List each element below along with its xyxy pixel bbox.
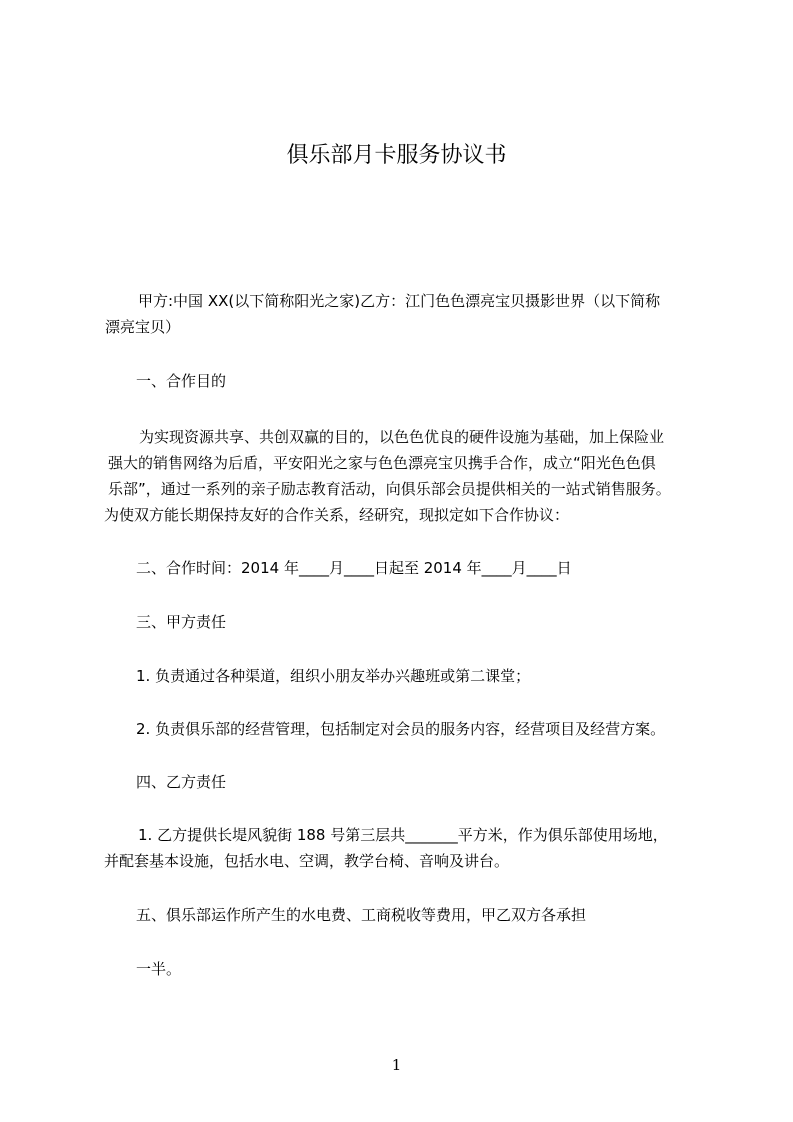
section-1-paragraph-line-1: 为实现资源共享、共创双赢的目的，以色色优良的硬件设施为基础，加上保险业: [139, 428, 665, 446]
section-1-heading: 一、合作目的: [136, 372, 227, 390]
section-4-item-1-line-1: 1. 乙方提供长堤风貌街 188 号第三层共_______平方米，作为俱乐部使用场地，: [138, 826, 668, 844]
parties-line-2: 漂亮宝贝）: [105, 318, 181, 336]
parties-line-1: 甲方:中国 XX(以下简称阳光之家)乙方：江门色色漂亮宝贝摄影世界（以下简称: [138, 292, 661, 310]
section-3-item-1: 1. 负责通过各种渠道，组织小朋友举办兴趣班或第二课堂；: [136, 667, 531, 685]
section-4-item-1-line-2: 并配套基本设施，包括水电、空调，教学台椅、音响及讲台。: [104, 852, 510, 870]
section-3-heading: 三、甲方责任: [136, 613, 227, 631]
section-1-paragraph-line-2: 强大的销售网络为后盾，平安阳光之家与色色漂亮宝贝携手合作，成立“阳光色色俱: [108, 454, 656, 472]
section-4-heading: 四、乙方责任: [136, 773, 227, 791]
section-5-line-2: 一半。: [136, 960, 182, 978]
section-2-cooperation-time: 二、合作时间：2014 年____月____日起至 2014 年____月____日: [136, 559, 572, 577]
section-3-item-2: 2. 负责俱乐部的经营管理，包括制定对会员的服务内容，经营项目及经营方案。: [136, 720, 666, 738]
section-5-line-1: 五、俱乐部运作所产生的水电费、工商税收等费用，甲乙双方各承担: [136, 906, 587, 924]
section-1-paragraph-line-3: 乐部”，通过一系列的亲子励志教育活动，向俱乐部会员提供相关的一站式销售服务。: [108, 480, 671, 498]
page-number: 1: [391, 1056, 402, 1074]
document-title: 俱乐部月卡服务协议书: [286, 143, 507, 168]
section-1-paragraph-line-4: 为使双方能长期保持友好的合作关系，经研究，现拟定如下合作协议：: [104, 506, 570, 524]
